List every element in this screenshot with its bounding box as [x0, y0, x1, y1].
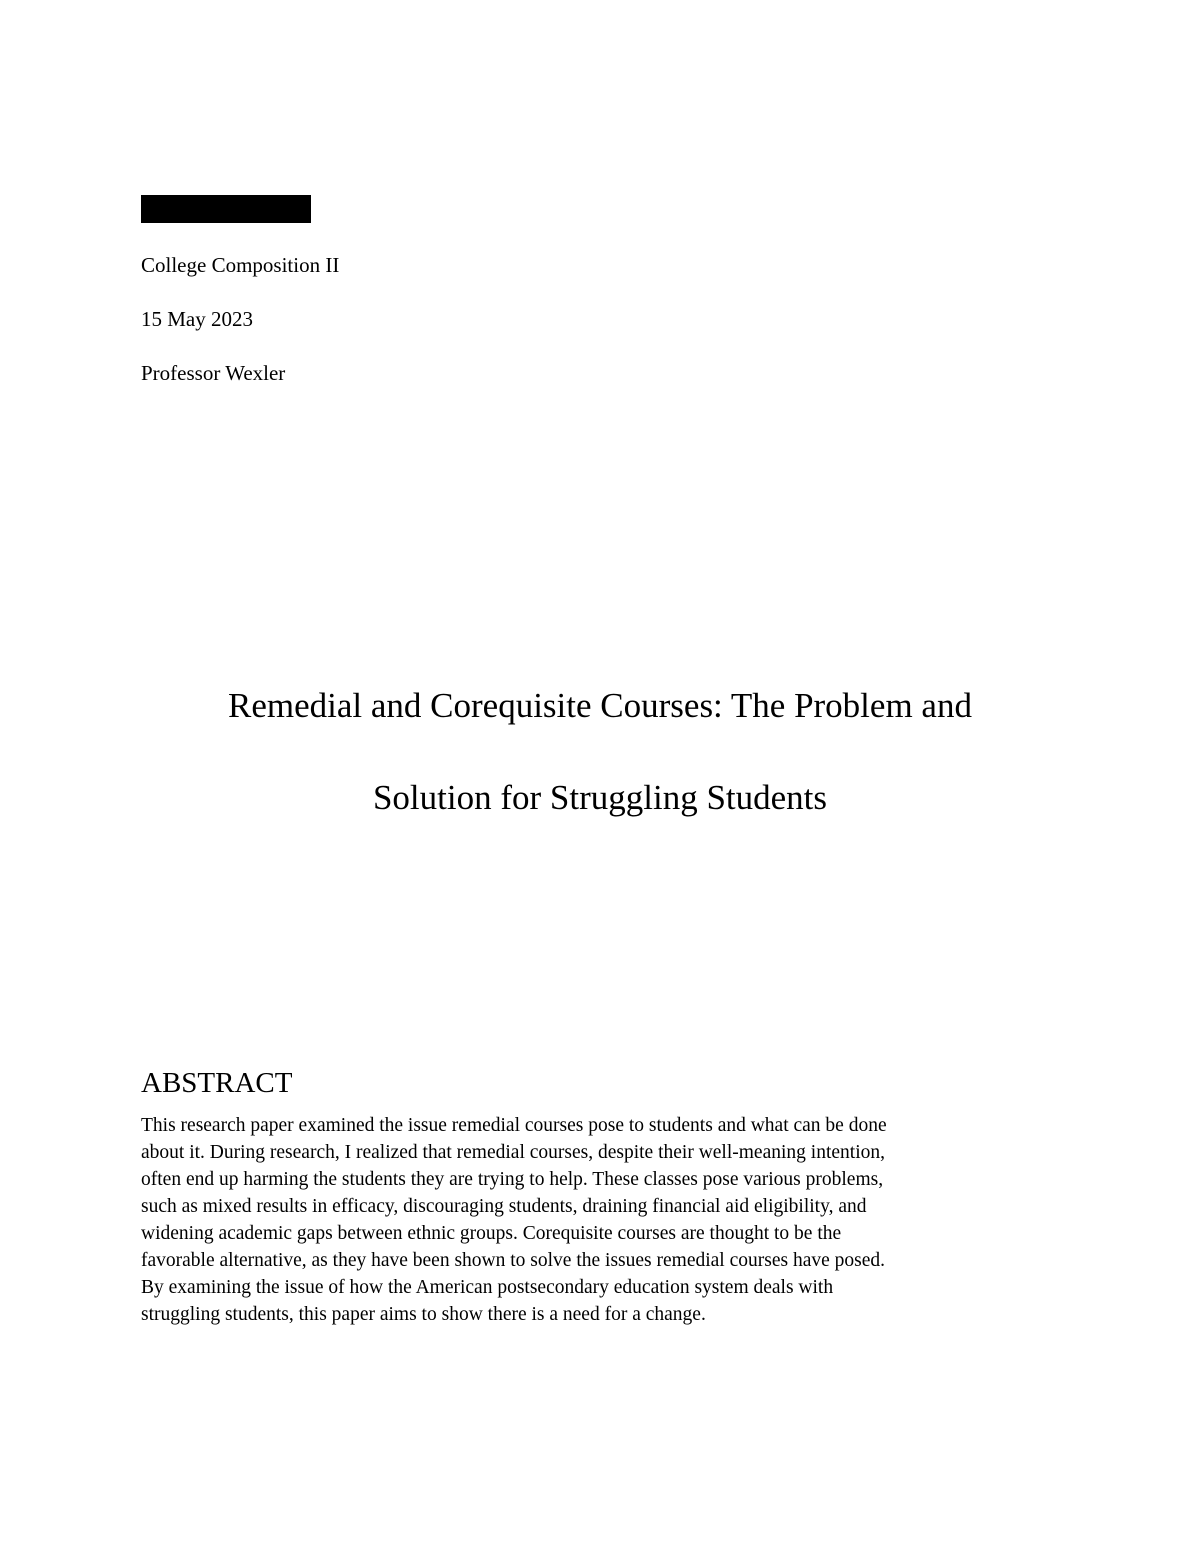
paper-title-line-2: Solution for Struggling Students	[372, 778, 828, 817]
course-name: College Composition II	[141, 253, 340, 277]
abstract-line: often end up harming the students they are trying to help. These classes pose various problems,	[141, 1169, 884, 1190]
redacted-author-name	[141, 195, 311, 223]
abstract-line: favorable alternative, as they have been shown to solve the issues remedial courses have posed.	[141, 1250, 885, 1271]
abstract-line: This research paper examined the issue remedial courses pose to students and what can be done	[141, 1115, 887, 1136]
instructor-name: Professor Wexler	[141, 361, 286, 385]
submission-date: 15 May 2023	[141, 307, 253, 331]
abstract-line: such as mixed results in efficacy, discouraging students, draining financial aid eligibility, and	[141, 1196, 867, 1217]
abstract-paragraph	[141, 1112, 1061, 1328]
abstract-line: about it. During research, I realized that remedial courses, despite their well-meaning intention,	[141, 1142, 885, 1163]
abstract-heading: ABSTRACT	[141, 1067, 293, 1099]
abstract-line: By examining the issue of how the American postsecondary education system deals with	[141, 1277, 834, 1298]
abstract-line: widening academic gaps between ethnic groups. Corequisite courses are thought to be the	[141, 1223, 842, 1244]
abstract-line: struggling students, this paper aims to show there is a need for a change.	[141, 1304, 706, 1325]
paper-title-line-1: Remedial and Corequisite Courses: The Problem and	[228, 686, 972, 725]
